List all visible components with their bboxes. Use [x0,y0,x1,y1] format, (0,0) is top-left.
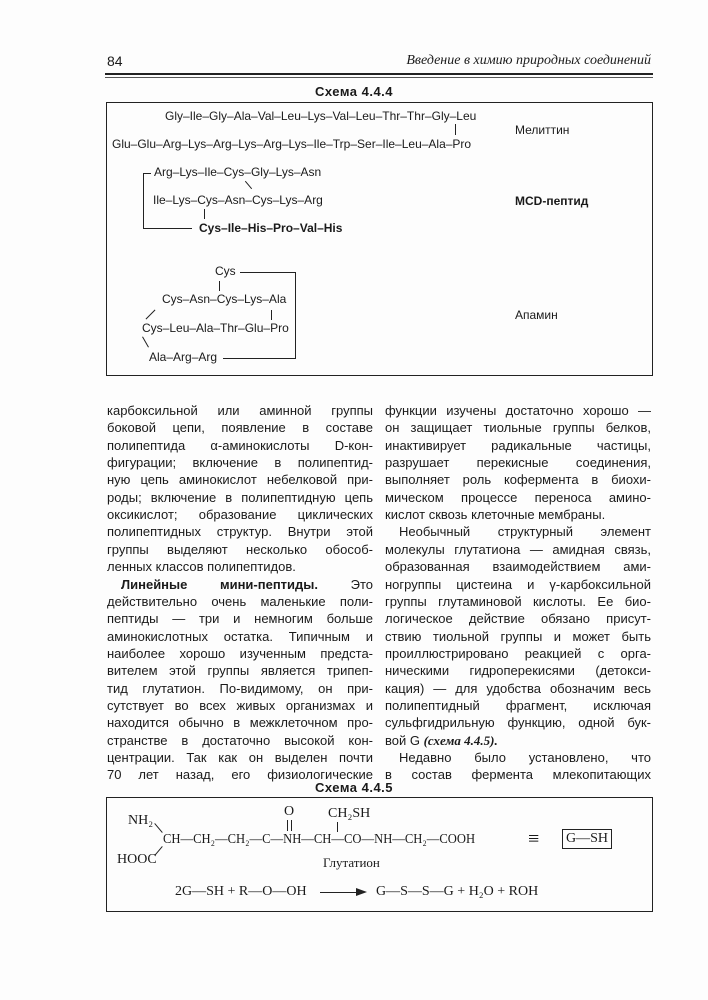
bond-line [295,272,296,359]
header-rule [105,73,653,75]
text-line: 70 лет назад, его физиологические [107,767,373,783]
text-line: ствию тиольной группы и может быть [385,628,651,644]
scheme-445-title: Схема 4.4.5 [314,780,394,795]
text-line: сульфгидрильную функцию, одной бук- [385,715,651,731]
apamin-line1: Cys [215,264,236,278]
text-line: находится обычно в межклеточном про- [107,715,373,731]
text-line: проиллюстрировано реакцией с орга- [385,645,651,661]
equivalence-sign: ≡ [528,828,540,850]
text-line: выполняет роль кофермента в биохи- [385,472,651,488]
carbonyl-oxygen: O [284,804,295,819]
text-line: вителем этой группы является трипеп- [107,663,373,679]
heading-continuation: Это [318,576,373,592]
section-heading: Линейные мини-пептиды. [121,576,319,592]
arrow-head-icon [356,888,367,896]
side-chain: CH₂SH [328,806,371,821]
text-line: Недавно было установлено, что [399,750,651,765]
bond-line [219,281,220,291]
text-line: ленных классов полипептидов. [107,559,296,575]
text-line: логическое действие обязано присут- [385,611,651,627]
apamin-line3: Cys–Leu–Ala–Thr–Glu–Pro [142,321,289,335]
apamin-line4: Ala–Arg–Arg [149,350,218,364]
mcd-line2: Ile–Lys–Cys–Asn–Cys–Lys–Arg [153,193,323,207]
text-line: в состав фермента млекопитающих [385,767,651,783]
text-line: функции изучены достаточно хорошо — [385,403,651,418]
amino-group: NH₂ [128,813,154,828]
mcd-line3: Cys–Ile–His–Pro–Val–His [199,221,343,235]
melittin-line2: Glu–Glu–Arg–Lys–Arg–Lys–Arg–Lys–Ile–Trp–Ser–Ile–Leu–Ala–Pro [112,137,472,151]
bond-line [204,209,205,219]
bond-line [223,358,295,359]
text-line: полипептида α-аминокислоты D-кон- [107,437,373,453]
text-line: группы выделяют несколько обособ- [107,541,373,557]
text-line: ническими гидроперекисями (детокси- [385,663,651,679]
text-line: действительно очень маленькие поли- [107,593,373,609]
text-line: разрушает перекисные соединения, [385,455,651,471]
text-line: странстве в достаточно высокой кон- [107,732,373,748]
apamin-label: Апамин [515,308,558,322]
text-line: наиболее хорошо изученным предста- [107,645,373,661]
text-line: оксикислот; образование циклических [107,507,373,523]
scheme-reference-link[interactable]: (схема 4.4.5). [423,732,498,748]
text-line: кислот сквозь клеточные мембраны. [385,507,606,523]
text-line: центрации. Так как он выделен почти [107,750,373,765]
gsh-box: G—SH [562,829,612,849]
text-line: пептиды — три и немногим больше [107,611,373,627]
bond-line [271,310,272,320]
reaction-arrow [320,892,360,893]
text-line: аминокислотных остатка. Типичным и [107,628,373,644]
text-line: сутствует во всех живых организмах и [107,697,373,713]
reaction-reactants: 2G—SH + R—O—OH [175,884,307,899]
apamin-line2: Cys–Asn–Cys–Lys–Ala [162,292,287,306]
text-line: кация) — для удобства обозначим весь [385,680,651,696]
text-line: ную цепь аминокислот небелковой при- [107,472,373,488]
text-line: полипептидный фрагмент, исключая [385,697,651,713]
text-line: Необычный структурный элемент [399,524,651,540]
text-line: фигурации; включение в полипептид- [107,455,373,471]
text-line: боковой цепи, появление в составе [107,420,373,436]
text-line [107,576,373,593]
bond-line [240,272,295,273]
running-title: Введение в химию природных соединений [406,53,651,68]
text-line: полипептидных структур. Внутри этой [107,524,373,540]
text-line: тид глутатион. По-видимому, он при- [107,680,373,696]
page-number: 84 [107,53,123,69]
text-line: он защищает тиольные группы белков, [385,420,651,436]
bond-line [337,822,338,832]
double-bond [291,820,292,831]
bond-line [143,173,151,174]
glutathione-chain: CH—CH₂—CH₂—C—NH—CH—CO—NH—CH₂—COOH [163,832,476,847]
text-line: инактивирует радикальные частицы, [385,437,651,453]
text-line: группы глутаминовой кислоты. Ее био- [385,593,651,609]
scheme-444-title: Схема 4.4.4 [314,84,394,99]
bond-line [143,173,144,229]
text-line [385,732,651,749]
melittin-label: Мелиттин [515,123,570,137]
bond-line [455,124,456,135]
text-line: ногруппы цистеина и γ-карбоксильной [385,576,651,592]
reaction-products: G—S—S—G + H₂O + ROH [376,884,539,899]
melittin-line1: Gly–Ile–Gly–Ala–Val–Leu–Lys–Val–Leu–Thr–Thr–Gly–Leu [165,109,477,123]
text-line: молекулы глутатиона — амидная связь, [385,541,651,557]
text-line: карбоксильной или аминной группы [107,403,373,418]
mcd-label: MCD-пептид [515,194,589,208]
bond-line [143,228,192,229]
carboxyl-group: HOOC [117,852,157,867]
header-rule-thin [105,77,653,78]
text-line: образованная взаимодействием ами- [385,559,651,575]
text-span: вой G [385,732,424,748]
glutathione-name: Глутатион [323,855,380,870]
text-line: мическом процессе переноса амино- [385,489,651,505]
mcd-line1: Arg–Lys–Ile–Cys–Gly–Lys–Asn [154,165,322,179]
text-line: роды; включение в полипептидную цепь [107,489,373,505]
double-bond [287,820,288,831]
